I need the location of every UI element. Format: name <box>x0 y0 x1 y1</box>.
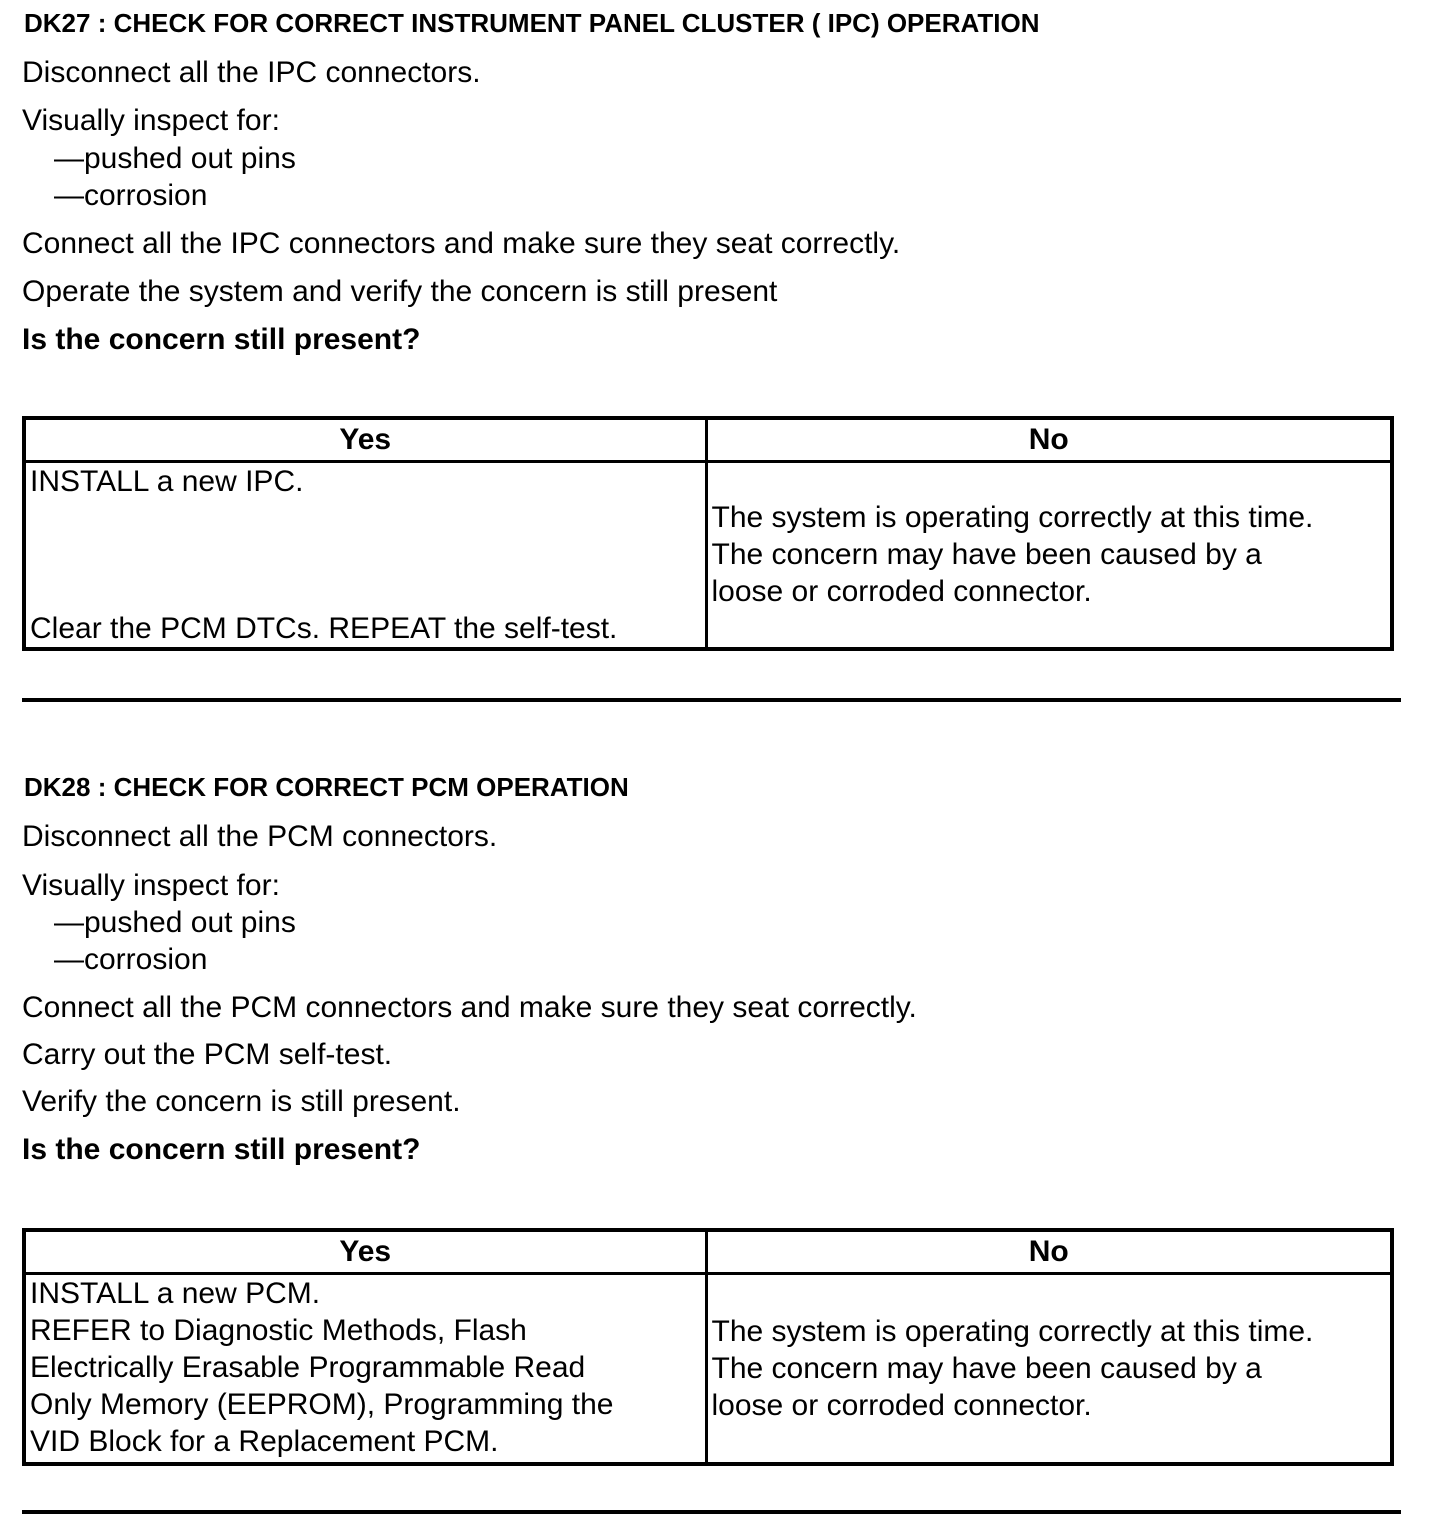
question: Is the concern still present? <box>22 1133 421 1166</box>
step-self-test: Carry out the PCM self-test. <box>22 1038 393 1071</box>
decision-table-dk27 <box>22 416 1394 651</box>
inspect-item-corrosion: —corrosion <box>54 943 208 976</box>
no-header: No <box>706 1230 1392 1274</box>
step-verify: Verify the concern is still present. <box>22 1085 461 1118</box>
no-result-line: loose or corroded connector. <box>711 575 1092 609</box>
yes-action-install: INSTALL a new IPC. <box>30 465 304 498</box>
yes-action-refer: Electrically Erasable Programmable Read <box>30 1351 586 1384</box>
section-divider <box>22 698 1401 702</box>
section-heading-dk27: DK27 : CHECK FOR CORRECT INSTRUMENT PANEL CLUSTER ( IPC) OPERATION <box>24 8 1040 38</box>
yes-action-install: INSTALL a new PCM. <box>30 1277 321 1310</box>
section-heading-dk28: DK28 : CHECK FOR CORRECT PCM OPERATION <box>24 772 629 802</box>
no-cell <box>706 462 1392 649</box>
no-result-line: The concern may have been caused by a <box>711 1351 1262 1385</box>
inspect-item-corrosion: —corrosion <box>54 179 208 212</box>
yes-action-clear-dtcs: Clear the PCM DTCs. REPEAT the self-test. <box>30 611 618 645</box>
step-operate-verify: Operate the system and verify the concern is still present <box>22 275 778 308</box>
no-result-line: loose or corroded connector. <box>711 1388 1092 1422</box>
step-visual-inspect: Visually inspect for: <box>22 869 280 902</box>
step-disconnect: Disconnect all the IPC connectors. <box>22 56 481 89</box>
question: Is the concern still present? <box>22 323 421 356</box>
yes-header: Yes <box>24 418 706 462</box>
no-result-line: The system is operating correctly at this time. <box>711 501 1314 535</box>
step-connect: Connect all the IPC connectors and make sure they seat correctly. <box>22 227 901 260</box>
step-visual-inspect: Visually inspect for: <box>22 104 280 137</box>
inspect-item-pushed-out-pins: —pushed out pins <box>54 906 296 939</box>
yes-cell <box>24 462 706 649</box>
yes-action-refer: REFER to Diagnostic Methods, Flash <box>30 1314 527 1347</box>
no-cell <box>706 1274 1392 1464</box>
yes-cell <box>24 1274 706 1464</box>
no-header: No <box>706 418 1392 462</box>
yes-action-refer: VID Block for a Replacement PCM. <box>30 1425 499 1458</box>
no-result-line: The concern may have been caused by a <box>711 538 1262 572</box>
step-connect: Connect all the PCM connectors and make sure they seat correctly. <box>22 991 917 1024</box>
yes-header: Yes <box>24 1230 706 1274</box>
step-disconnect: Disconnect all the PCM connectors. <box>22 820 498 853</box>
no-result-line: The system is operating correctly at this time. <box>711 1314 1314 1348</box>
section-divider <box>22 1510 1401 1514</box>
yes-action-refer: Only Memory (EEPROM), Programming the <box>30 1388 614 1421</box>
decision-table-dk28 <box>22 1228 1394 1466</box>
inspect-item-pushed-out-pins: —pushed out pins <box>54 142 296 175</box>
